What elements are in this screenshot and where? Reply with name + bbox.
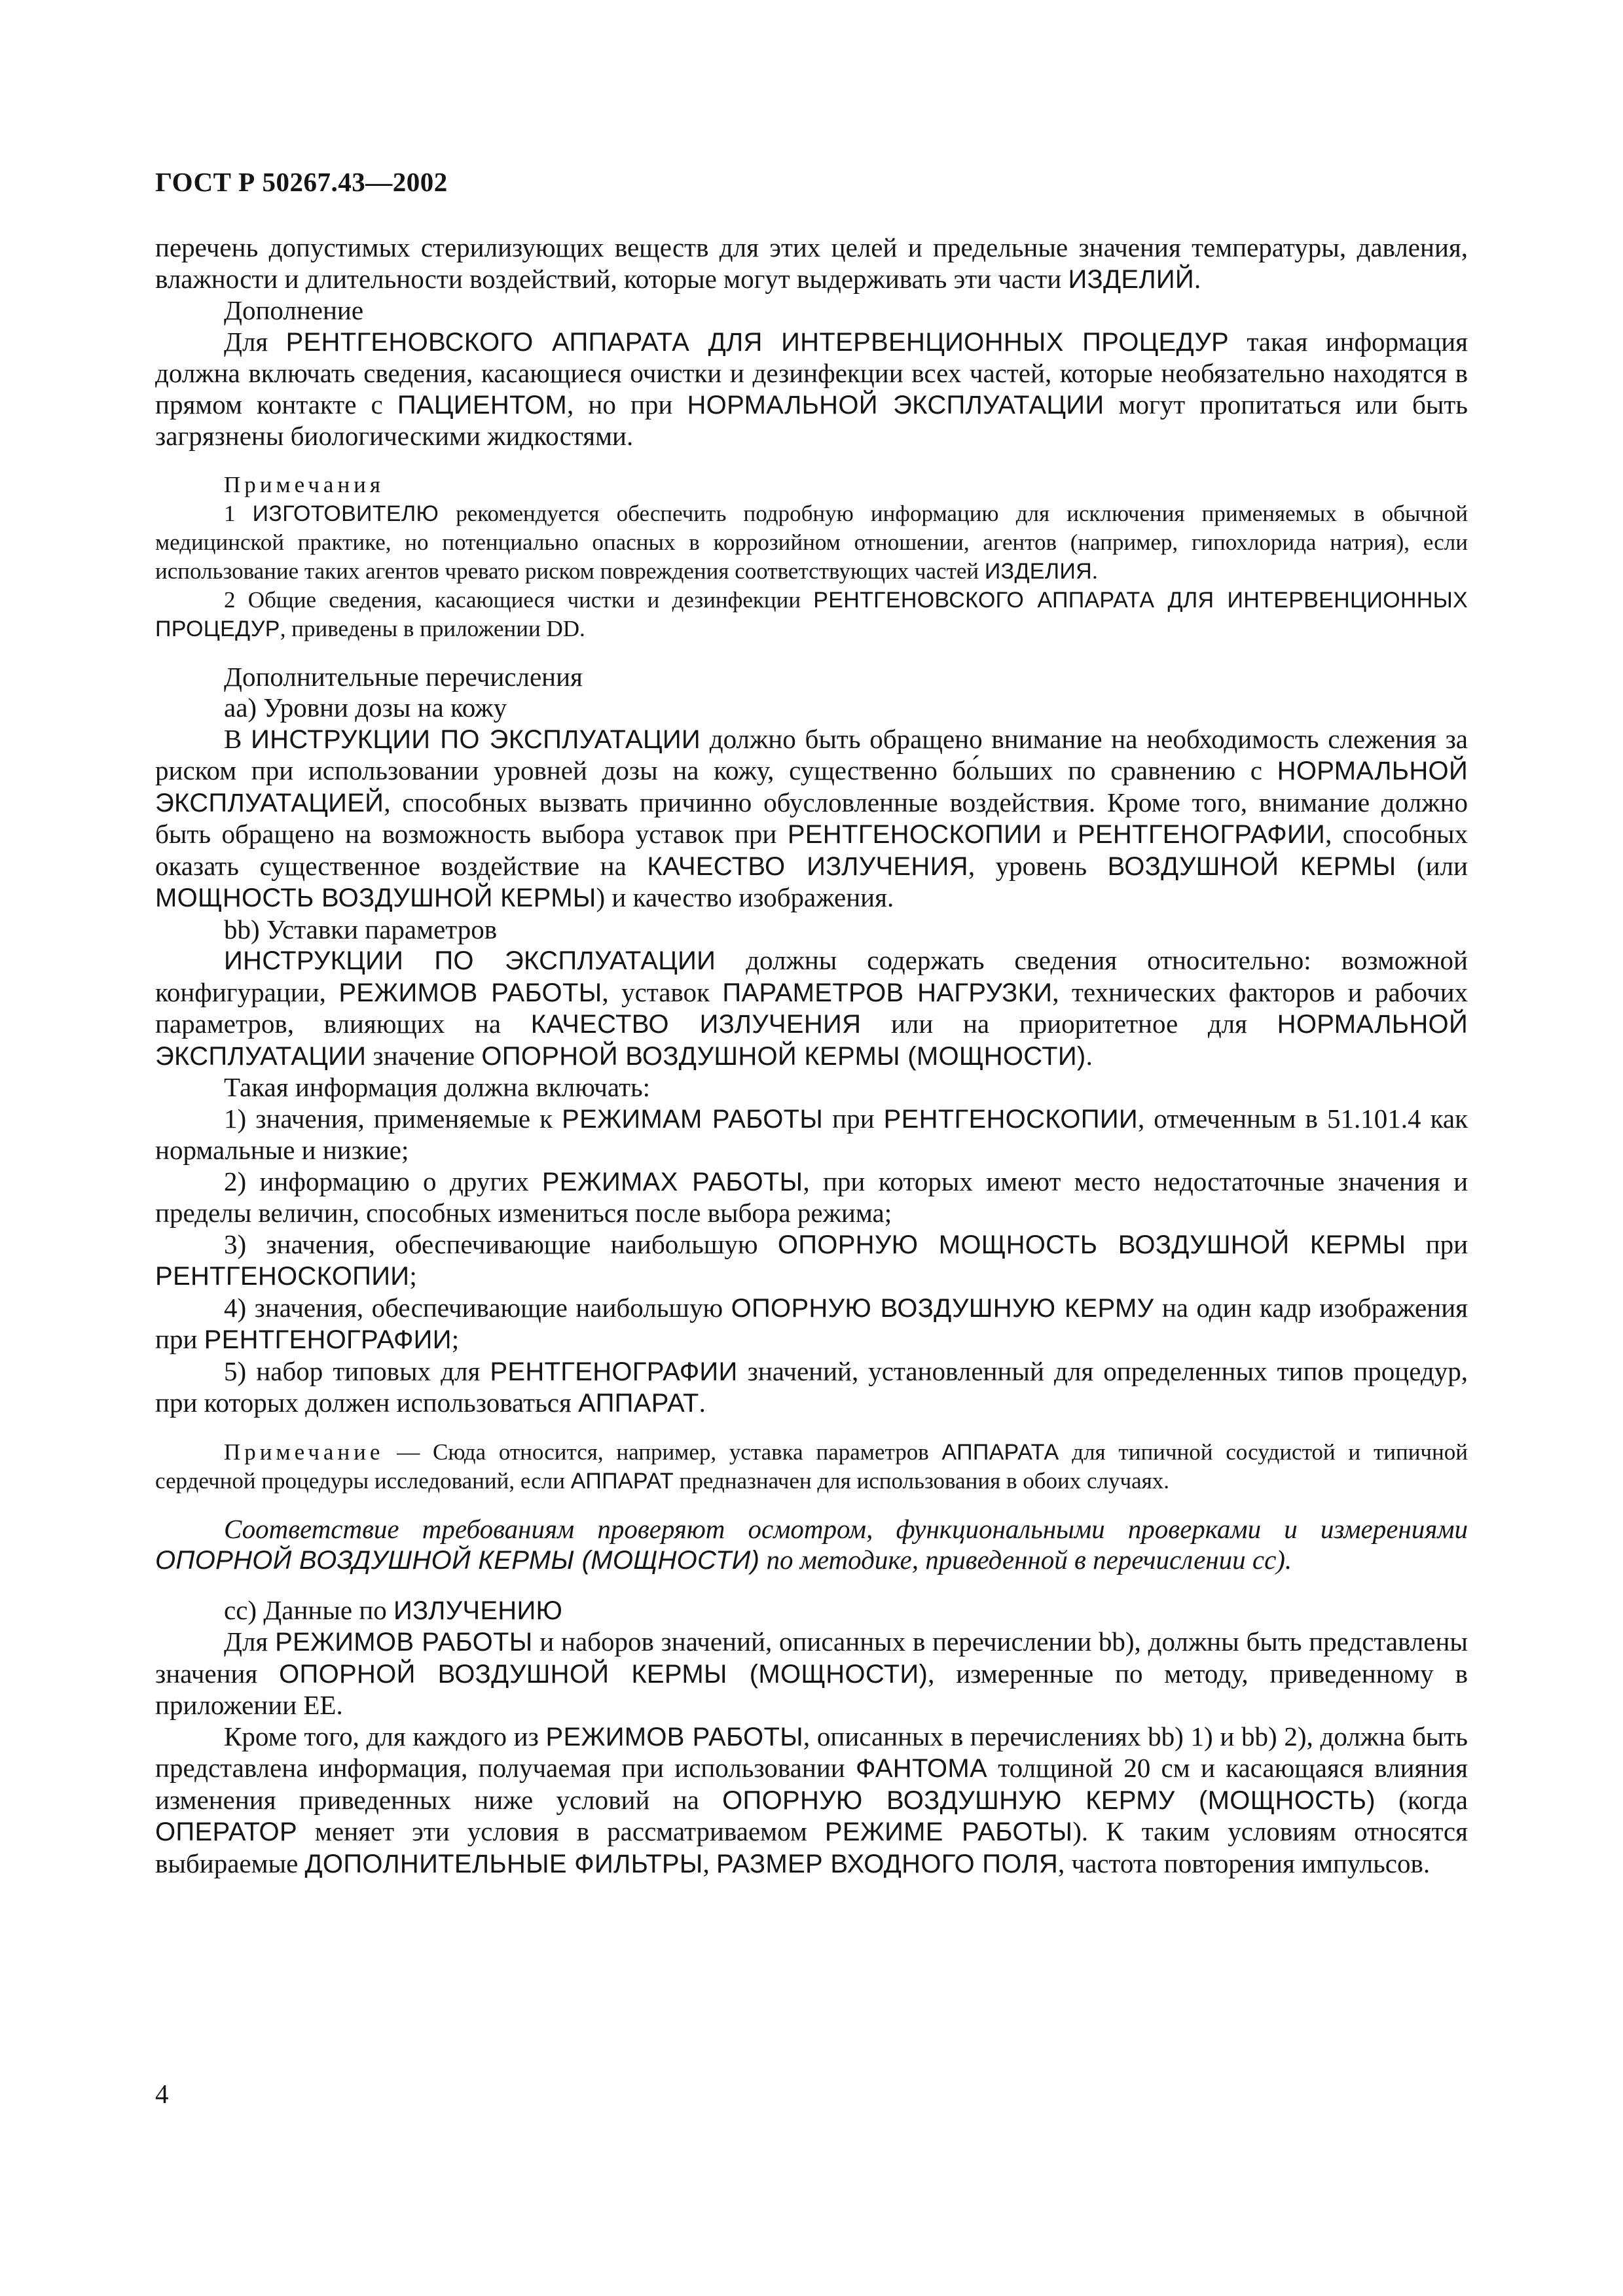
note-1: 1 ИЗГОТОВИТЕЛЮ рекомендуется обеспечить подробную информацию для исключения применяемых в обычной медицинской практике, но потенциально опасных в коррозийном отношении, агентов (например, гипохлорида натрия), если использование таких агентов чревато риском повреждения соответствующих частей ИЗДЕЛИЯ. [155, 500, 1468, 584]
paragraph-skin-dose: В ИНСТРУКЦИИ ПО ЭКСПЛУАТАЦИИ должно быть обращено внимание на необходимость слежения за риском при использовании уровней дозы на кожу, существенно бо́льших по сравнению с НОРМАЛЬНОЙ ЭКСПЛУАТАЦИЕЙ, способных вызвать причинно обусловленные воздействия. Кроме того, внимание должно быть обращено на возможность выбора уставок при РЕНТГЕНОСКОПИИ и РЕНТГЕНОГРАФИИ, способных оказать существенное воздействие на КАЧЕСТВО ИЗЛУЧЕНИЯ, уровень ВОЗДУШНОЙ КЕРМЫ (или МОЩНОСТЬ ВОЗДУШНОЙ КЕРМЫ) и качество изображения. [155, 723, 1468, 912]
page-number: 4 [155, 2079, 169, 2109]
list-item-2: 2) информацию о других РЕЖИМАХ РАБОТЫ, при которых имеют место недостаточные значения и пределы величин, способных измениться после выбора режима; [155, 1166, 1468, 1228]
addition-heading: Дополнение [224, 295, 364, 325]
list-item-4: 4) значения, обеспечивающие наибольшую ОПОРНУЮ ВОЗДУШНУЮ КЕРМУ на один кадр изображения при РЕНТГЕНОГРАФИИ; [155, 1292, 1468, 1354]
document-header: ГОСТ Р 50267.43—2002 [155, 167, 448, 197]
document-body [155, 232, 1468, 1880]
info-intro: Такая информация должна включать: [224, 1072, 651, 1102]
paragraph-phantom: Кроме того, для каждого из РЕЖИМОВ РАБОТЫ, описанных в перечислениях bb) 1) и bb) 2), должна быть представлена информация, получаемая при использовании ФАНТОМА толщиной 20 см и касающаяся влияния изменения приведенных ниже условий на ОПОРНУЮ ВОЗДУШНУЮ КЕРМУ (МОЩНОСТЬ) (когда ОПЕРАТОР меняет эти условия в рассматриваемом РЕЖИМЕ РАБОТЫ). К таким условиям относятся выбираемые ДОПОЛНИТЕЛЬНЫЕ ФИЛЬТРЫ, РАЗМЕР ВХОДНОГО ПОЛЯ, частота повторения импульсов. [155, 1721, 1468, 1878]
paragraph-radiation-data: Для РЕЖИМОВ РАБОТЫ и наборов значений, описанных в перечислении bb), должны быть представлены значения ОПОРНОЙ ВОЗДУШНОЙ КЕРМЫ (МОЩНОСТИ), измеренные по методу, приведенному в приложении ЕЕ. [155, 1626, 1468, 1720]
list-item-3: 3) значения, обеспечивающие наибольшую ОПОРНУЮ МОЩНОСТЬ ВОЗДУШНОЙ КЕРМЫ при РЕНТГЕНОСКОПИИ; [155, 1229, 1468, 1291]
aa-heading: аа) Уровни дозы на кожу [224, 692, 507, 723]
compliance-statement: Соответствие требованиям проверяют осмотром, функциональными проверками и измерениями ОПОРНОЙ ВОЗДУШНОЙ КЕРМЫ (МОЩНОСТИ) по методике, приведенной в перечислении сс). [155, 1513, 1468, 1575]
paragraph-sterilization: перечень допустимых стерилизующих веществ для этих целей и предельные значения температуры, давления, влажности и длительности воздействий, которые могут выдерживать эти части ИЗДЕЛИЙ. [155, 232, 1468, 294]
notes-heading: Примечания [224, 471, 385, 497]
note-3: Примечание — Сюда относится, например, уставка параметров АППАРАТА для типичной сосудистой и типичной сердечной процедуры исследований, если АППАРАТ предназначен для использования в обоих случаях. [155, 1439, 1468, 1494]
bb-heading: bb) Уставки параметров [224, 914, 498, 944]
cc-heading: сс) Данные по ИЗЛУЧЕНИЮ [224, 1594, 563, 1625]
paragraph-cleaning: Для РЕНТГЕНОВСКОГО АППАРАТА ДЛЯ ИНТЕРВЕНЦИОННЫХ ПРОЦЕДУР такая информация должна включать сведения, касающиеся очистки и дезинфекции всех частей, которые необязательно находятся в прямом контакте с ПАЦИЕНТОМ, но при НОРМАЛЬНОЙ ЭКСПЛУАТАЦИИ могут пропитаться или быть загрязнены биологическими жидкостями. [155, 326, 1468, 451]
note-2: 2 Общие сведения, касающиеся чистки и дезинфекции РЕНТГЕНОВСКОГО АППАРАТА ДЛЯ ИНТЕРВЕНЦИОННЫХ ПРОЦЕДУР, приведены в приложении DD. [155, 586, 1468, 641]
additional-enumerations-heading: Дополнительные перечисления [224, 661, 583, 692]
list-item-1: 1) значения, применяемые к РЕЖИМАМ РАБОТЫ при РЕНТГЕНОСКОПИИ, отмеченным в 51.101.4 как нормальные и низкие; [155, 1103, 1468, 1165]
list-item-5: 5) набор типовых для РЕНТГЕНОГРАФИИ значений, установленный для определенных типов процедур, при которых должен использоваться АППАРАТ. [155, 1355, 1468, 1418]
paragraph-parameter-settings: ИНСТРУКЦИИ ПО ЭКСПЛУАТАЦИИ должны содержать сведения относительно: возможной конфигурации, РЕЖИМОВ РАБОТЫ, уставок ПАРАМЕТРОВ НАГРУЗКИ, технических факторов и рабочих параметров, влияющих на КАЧЕСТВО ИЗЛУЧЕНИЯ или на приоритетное для НОРМАЛЬНОЙ ЭКСПЛУАТАЦИИ значение ОПОРНОЙ ВОЗДУШНОЙ КЕРМЫ (МОЩНОСТИ). [155, 945, 1468, 1071]
